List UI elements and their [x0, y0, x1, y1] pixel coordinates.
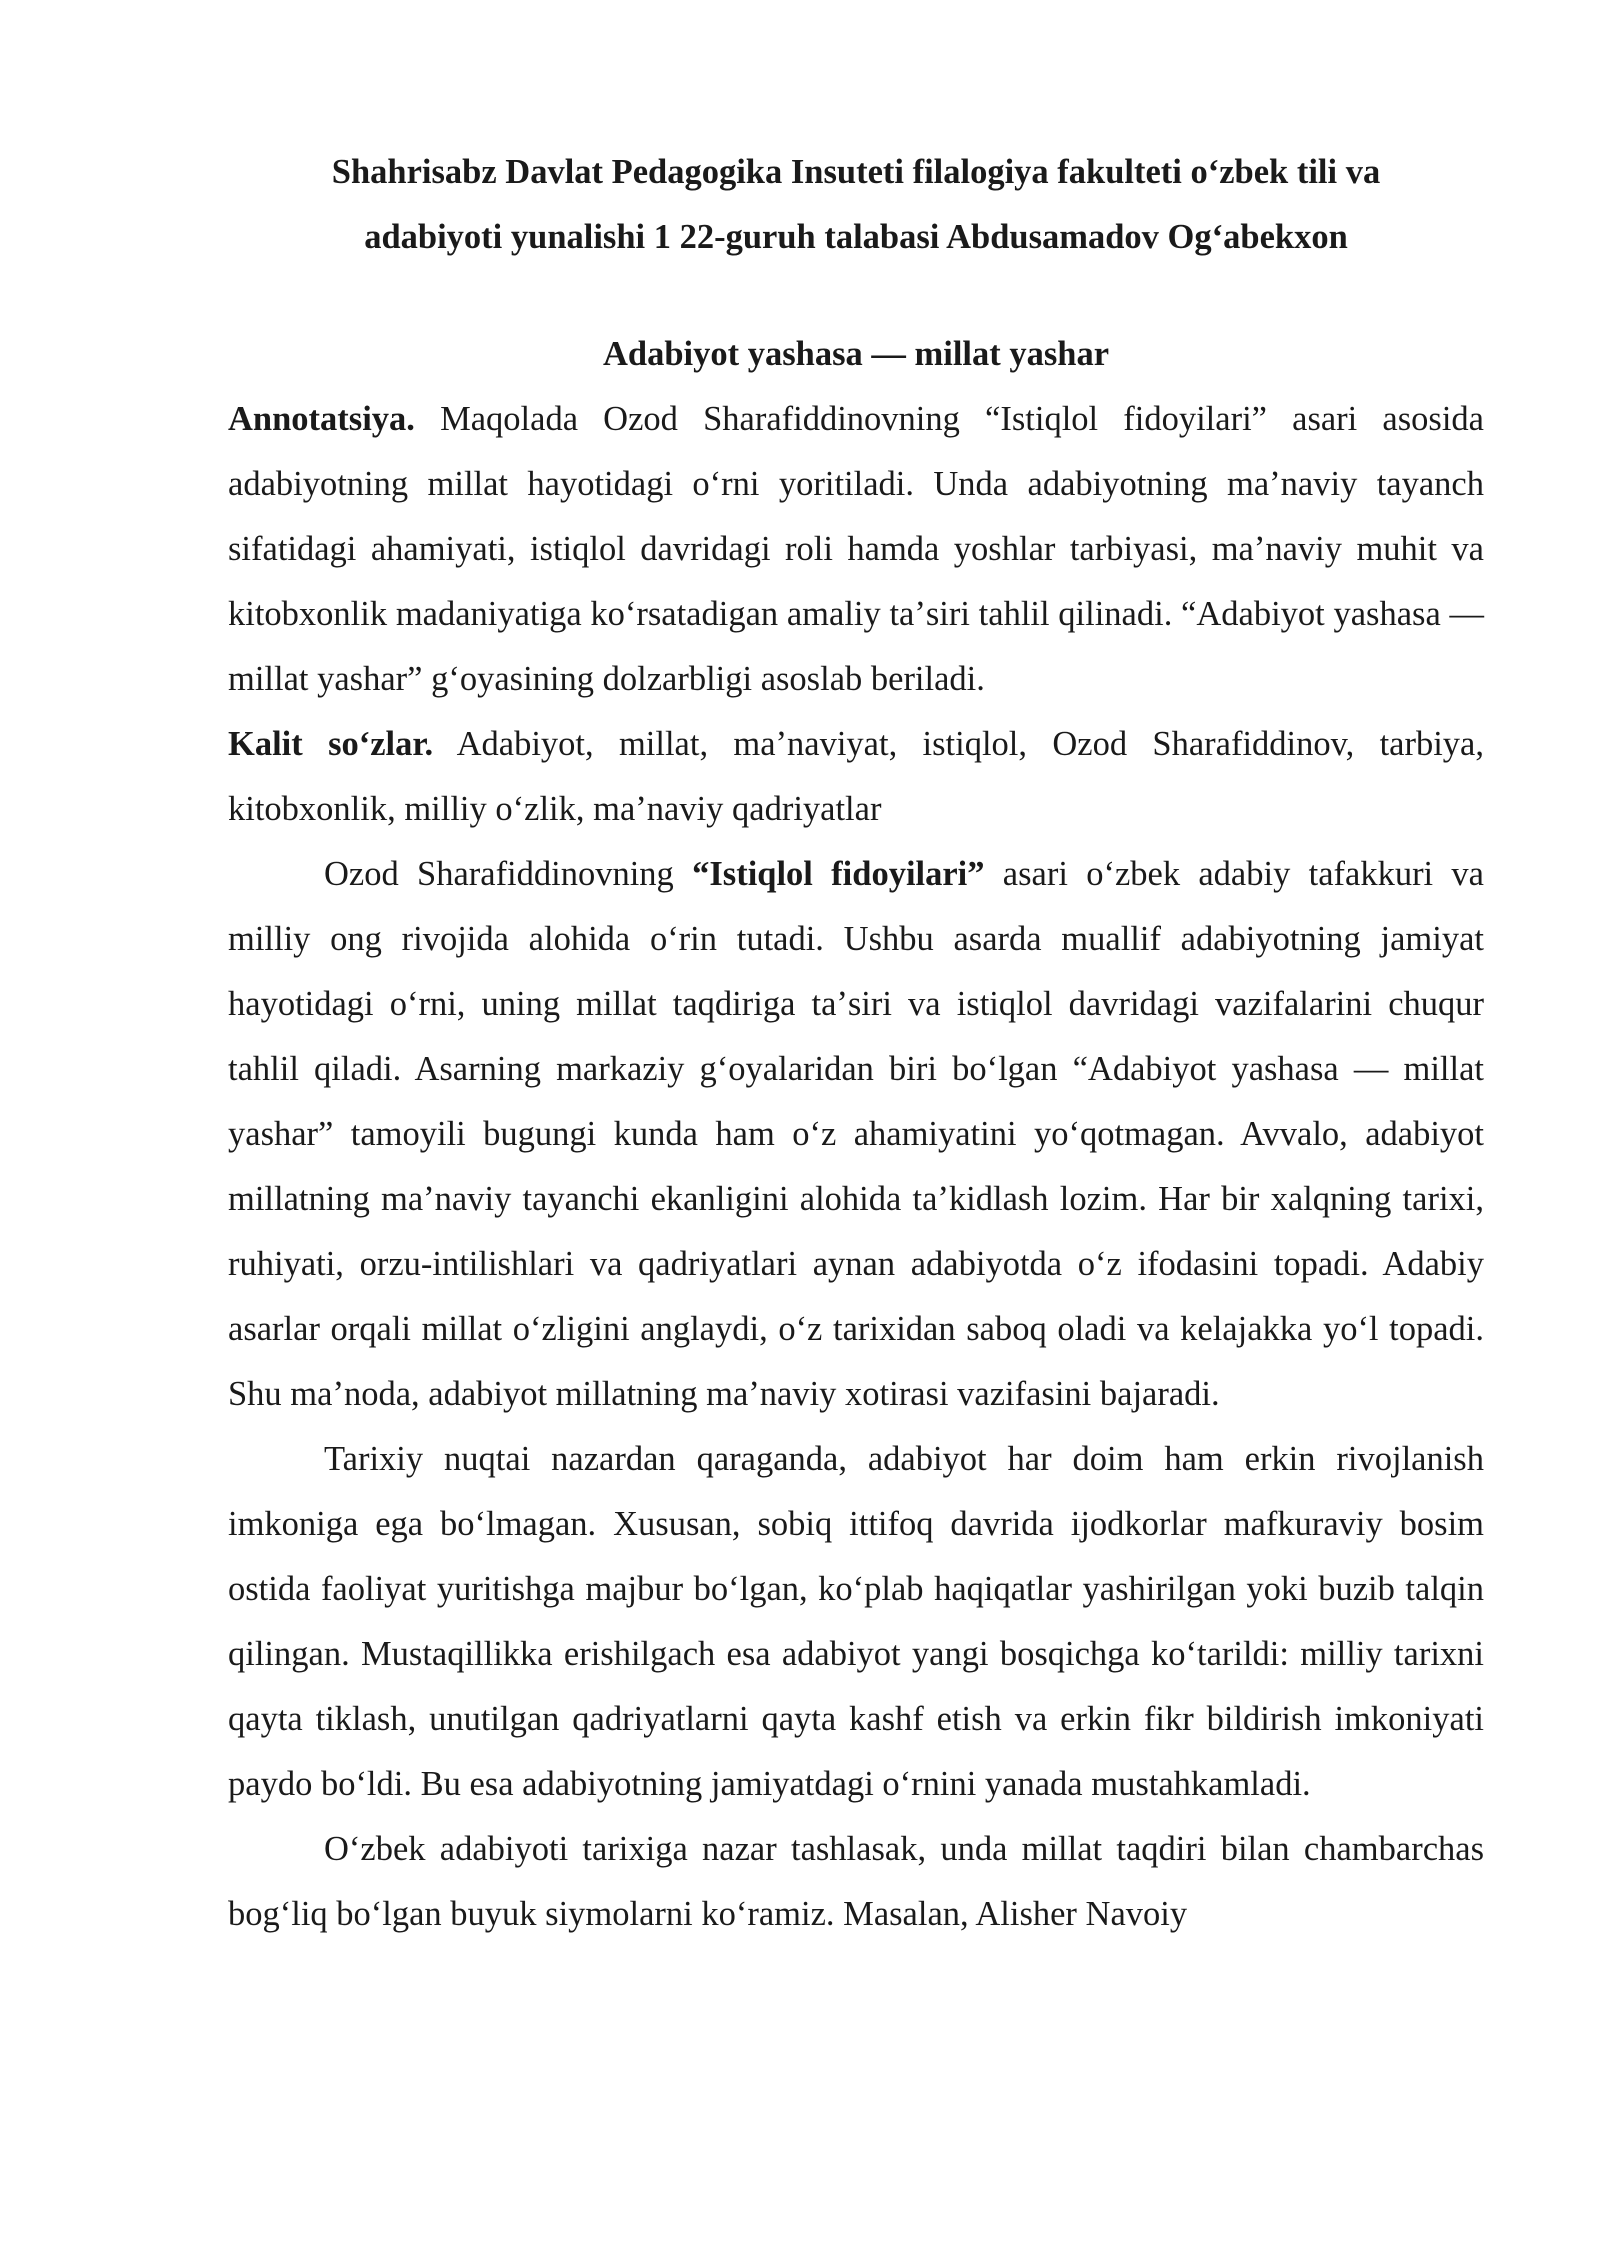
- document-page: [228, 140, 1484, 1947]
- body-paragraph-1: [228, 842, 1484, 1427]
- document-header: Shahrisabz Davlat Pedagogika Insuteti filalogiya fakulteti oʻzbek tili va adabiyoti yunalishi 1 22-guruh talabasi Abdusamadov Ogʻabekxon: [331, 153, 1381, 256]
- keywords-text: Adabiyot, millat, maʼnaviyat, istiqlol, Ozod Sharafiddinov, tarbiya, kitobxonlik, milliy oʻzlik, maʼnaviy qadriyatlar: [228, 725, 1484, 828]
- keywords-paragraph: [228, 712, 1484, 842]
- body-paragraph-3: Oʻzbek adabiyoti tarixiga nazar tashlasak, unda millat taqdiri bilan chambarchas bogʻliq boʻlgan buyuk siymolarni koʻramiz. Masalan, Alisher Navoiy: [228, 1830, 1484, 1933]
- book-title-emphasis: “Istiqlol fidoyilari”: [692, 855, 985, 893]
- annotation-text: Maqolada Ozod Sharafiddinovning “Istiqlol fidoyilari” asari asosida adabiyotning millat hayotidagi oʻrni yoritiladi. Unda adabiyotning maʼnaviy tayanch sifatidagi ahamiyati, istiqlol davridagi roli hamda yoshlar tarbiyasi, maʼnaviy muhit va kitobxonlik madaniyatiga koʻrsatadigan amaliy taʼsiri tahlil qilinadi. “Adabiyot yashasa — millat yashar” gʻoyasining dolzarbligi asoslab beriladi.: [228, 400, 1484, 698]
- body-paragraph-2: Tarixiy nuqtai nazardan qaraganda, adabiyot har doim ham erkin rivojlanish imkoniga ega boʻlmagan. Xususan, sobiq ittifoq davrida ijodkorlar mafkuraviy bosim ostida faoliyat yuritishga majbur boʻlgan, koʻplab haqiqatlar yashirilgan yoki buzib talqin qilingan. Mustaqillikka erishilgach esa adabiyot yangi bosqichga koʻtarildi: milliy tarixni qayta tiklash, unutilgan qadriyatlarni qayta kashf etish va erkin fikr bildirish imkoniyati paydo boʻldi. Bu esa adabiyotning jamiyatdagi oʻrnini yanada mustahkamladi.: [228, 1440, 1484, 1803]
- paragraph-1-start: Ozod Sharafiddinovning: [324, 855, 693, 893]
- paragraph-1-rest: asari oʻzbek adabiy tafakkuri va milliy ong rivojida alohida oʻrin tutadi. Ushbu asarda muallif adabiyotning jamiyat hayotidagi oʻrni, uning millat taqdiriga taʼsiri va istiqlol davridagi vazifalarini chuqur tahlil qiladi. Asarning markaziy gʻoyalaridan biri boʻlgan “Adabiyot yashasa — millat yashar” tamoyili bugungi kunda ham oʻz ahamiyatini yoʻqotmagan. Avvalo, adabiyot millatning maʼnaviy tayanchi ekanligini alohida taʼkidlash lozim. Har bir xalqning tarixi, ruhiyati, orzu-intilishlari va qadriyatlari aynan adabiyotda oʻz ifodasini topadi. Adabiy asarlar orqali millat oʻzligini anglaydi, oʻz tarixidan saboq oladi va kelajakka yoʻl topadi. Shu maʼnoda, adabiyot millatning maʼnaviy xotirasi vazifasini bajaradi.: [228, 855, 1484, 1413]
- keywords-label: Kalit soʻzlar.: [228, 725, 434, 763]
- annotation-label: Annotatsiya.: [228, 400, 415, 438]
- article-title: Adabiyot yashasa — millat yashar: [602, 335, 1110, 373]
- annotation-paragraph: [228, 387, 1484, 712]
